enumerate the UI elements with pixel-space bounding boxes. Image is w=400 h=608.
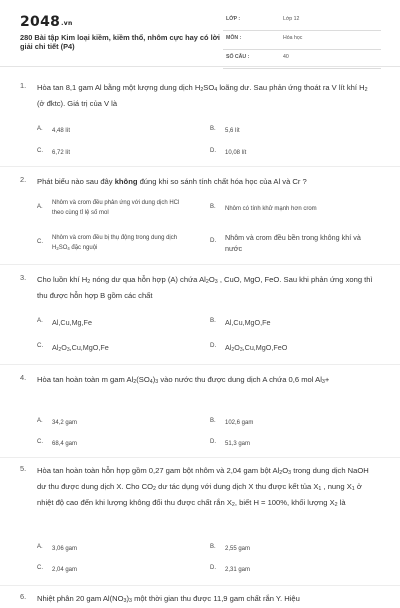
site-logo[interactable] [20,14,73,30]
option-letter: A. [37,204,43,210]
question-divider [0,457,400,458]
page-header [0,0,400,62]
option-letter: D. [210,439,216,445]
meta-label: SỐ CÂU : [226,54,250,60]
document-meta [223,14,381,71]
question-number: 2. [20,175,27,184]
question-text: Hòa tan 8,1 gam Al bằng một lượng dung dịch $H_2SO_4$ loãng dư. Sau phản ứng thoát ra V lít khí $H_2$ (ở đktc). Giá trị của V là [37,83,368,108]
option-text: 2,04 gam [52,567,78,573]
question-text: Hòa tan hoàn toàn hỗn hợp gồm 0,27 gam bột nhôm và 2,04 gam bột $Al_2O_3$ trong dung dịch NaOH dư thu được dung dịch X. Cho $CO_2$ dư tác dụng với dung dịch X thu được kết tủa $X_1$ , nung $X_1$ ở nhiệt độ cao đến khi lượng không đổi thu được chất rắn $X_2$, biết H = 100%, khối lượng $X_2$ là [37,466,369,508]
meta-label: LỚP : [226,16,241,22]
header-divider [0,66,400,67]
question-divider [0,264,400,265]
option-letter: B. [210,317,216,324]
option-letter: A. [37,126,43,132]
option-text: 10,08 lít [225,150,247,156]
question-number: 5. [20,464,27,473]
option-text: Nhôm và crom đều bị thụ động trong dung dịch $H_2SO_4$ đặc nguội [52,235,178,251]
option-text: 102,6 gam [225,420,254,426]
option-text: 4,48 lít [52,128,71,134]
logo-text: 2048 [20,14,61,30]
option-letter: C. [37,565,43,571]
option-letter: D. [210,148,216,154]
option-text: 34,2 gam [52,420,78,426]
question-divider [0,364,400,365]
meta-row-grade [223,14,381,31]
option-letter: A. [37,418,43,424]
option-letter: A. [37,317,43,324]
question-number: 1. [20,81,27,90]
option-letter: C. [37,239,43,245]
option-text: Al,Cu,Mg,Fe [52,318,92,327]
question-text: Cho luồn khí $H_2$ nóng dư qua hỗn hợp (A) chứa $Al_2O_3$ , CuO, MgO, FeO. Sau khi phản ứng xong thì thu được hỗn hợp B gồm các chất [37,275,373,300]
option-letter: C. [37,148,43,154]
option-text: 68,4 gam [52,441,78,447]
option-text: Nhôm và crom đều phản ứng với dung dịch HCl theo cùng tỉ lệ số mol [52,200,180,216]
option-letter: D. [210,342,217,349]
option-letter: B. [210,544,216,550]
option-text: 51,3 gam [225,441,251,447]
option-text: 2,55 gam [225,546,251,552]
option-letter: D. [210,237,217,244]
question-number: 6. [20,592,27,601]
option-text: Nhôm có tính khử mạnh hơn crom [225,206,317,212]
question-text: Hòa tan hoàn toàn m gam $Al_2(SO_4)_3$ vào nước thu được dung dịch A chứa 0,6 mol $Al_3+$ [37,375,330,385]
option-text: 2,31 gam [225,567,251,573]
meta-value: Hóa học [283,35,303,41]
question-divider [0,166,400,167]
question-number: 4. [20,373,27,382]
question-number: 3. [20,273,27,282]
logo-suffix: .vn [61,20,73,27]
option-text: 3,06 gam [52,546,78,552]
option-letter: C. [37,439,43,445]
option-text: 6,72 lít [52,150,71,156]
option-text: $Al_2O_3,Cu,MgO,FeO$ [225,343,288,353]
option-letter: B. [210,126,216,132]
option-text: $Al_2O_3,Cu,MgO,Fe$ [52,343,109,353]
question-divider [0,585,400,586]
option-letter: A. [37,544,43,550]
option-letter: B. [210,418,216,424]
option-text: 5,6 lít [225,128,240,134]
meta-value: 40 [283,54,289,60]
option-letter: B. [210,204,216,210]
meta-row-subject [223,33,381,50]
option-letter: D. [210,565,216,571]
option-text: Al,Cu,MgO,Fe [225,318,271,327]
question-text: Phát biểu nào sau đây không đúng khi so sánh tính chất hóa học của Al và Cr ? [37,177,307,186]
document-title: 280 Bài tập Kim loại kiềm, kiềm thổ, nhôm cực hay có lời giải chi tiết (P4) [20,33,220,52]
option-text: Nhôm và crom đều bền trong không khí và nước [225,233,361,253]
option-letter: C. [37,342,44,349]
question-text: Nhiệt phân 20 gam $Al(NO_3)_3$ một thời gian thu được 11,9 gam chất rắn Y. Hiệu [37,594,300,604]
meta-value: Lớp 12 [283,16,300,22]
meta-label: MÔN : [226,35,242,41]
